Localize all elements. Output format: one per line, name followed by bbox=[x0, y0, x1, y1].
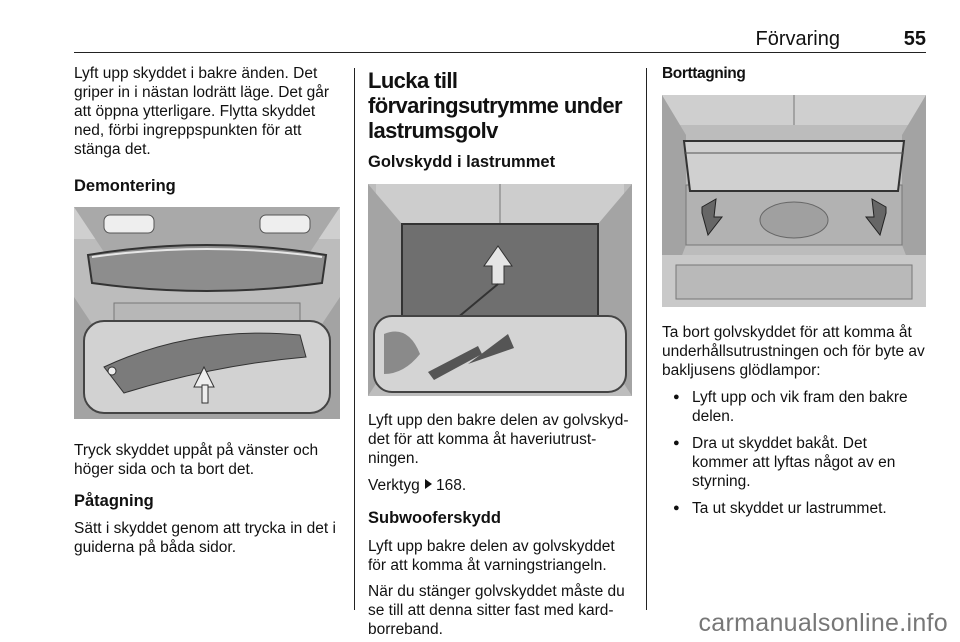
borttagning-intro: Ta bort golvskyddet för att komma åt underhållsutrustningen och för byte av bakljusens glödlampor: bbox=[662, 324, 925, 379]
cover-takeout-illustration bbox=[662, 95, 926, 307]
column-2 bbox=[368, 68, 636, 639]
patagning-text: Sätt i skyddet genom att trycka in det i guiderna på båda sidor. bbox=[74, 520, 336, 556]
heading-subwooferskydd: Subwooferskydd bbox=[368, 509, 501, 527]
page-header bbox=[74, 28, 926, 52]
golvskydd-text: Lyft upp den bakre delen av golvskyd-det för att komma åt haveriutrust-ningen. bbox=[368, 412, 629, 467]
demontering-text: Tryck skyddet uppåt på vänster och höger sida och ta bort det. bbox=[74, 442, 319, 478]
heading-lucka: Lucka till förvaringsutrymme under lastrumsgolv bbox=[368, 68, 622, 143]
cover-removal-illustration bbox=[74, 207, 340, 419]
heading-patagning: Påtagning bbox=[74, 492, 154, 510]
page-ref-arrow-icon bbox=[425, 479, 432, 489]
verktyg-page-ref[interactable]: 168. bbox=[436, 477, 467, 494]
borttagning-steps bbox=[662, 388, 926, 518]
list-item: ● Dra ut skyddet bakåt. Det kommer att lyftas något av en styrning. bbox=[662, 434, 926, 491]
page-number: 55 bbox=[903, 28, 926, 50]
list-item: ● Lyft upp och vik fram den bakre delen. bbox=[662, 388, 926, 426]
heading-golvskydd: Golvskydd i lastrummet bbox=[368, 153, 556, 171]
verktyg-label: Verktyg bbox=[368, 477, 424, 494]
verktyg-ref bbox=[368, 476, 636, 495]
subwoofer-text-1: Lyft upp bakre delen av golvskyddet för att komma åt varningstriangeln. bbox=[368, 538, 615, 574]
list-item: ● Ta ut skyddet ur lastrummet. bbox=[662, 499, 926, 518]
heading-demontering: Demontering bbox=[74, 177, 176, 195]
column-divider-1 bbox=[354, 68, 355, 610]
subwoofer-text-2: När du stänger golvskyddet måste du se till att denna sitter fast med kard-borreband. bbox=[368, 583, 625, 638]
column-divider-2 bbox=[646, 68, 647, 610]
column-1 bbox=[74, 64, 342, 557]
watermark: carmanualsonline.info bbox=[698, 609, 948, 637]
floor-cover-illustration bbox=[368, 184, 632, 396]
heading-borttagning: Borttagning bbox=[662, 65, 746, 82]
header-rule bbox=[74, 52, 926, 53]
section-title: Förvaring bbox=[755, 28, 840, 50]
intro-paragraph: Lyft upp skyddet i bakre änden. Det griper in i nästan lodrätt läge. Det går att öppna ytterligare. Flytta skyddet ned, förbi ingreppspunkten för att stänga det. bbox=[74, 65, 330, 158]
column-3 bbox=[662, 64, 926, 518]
